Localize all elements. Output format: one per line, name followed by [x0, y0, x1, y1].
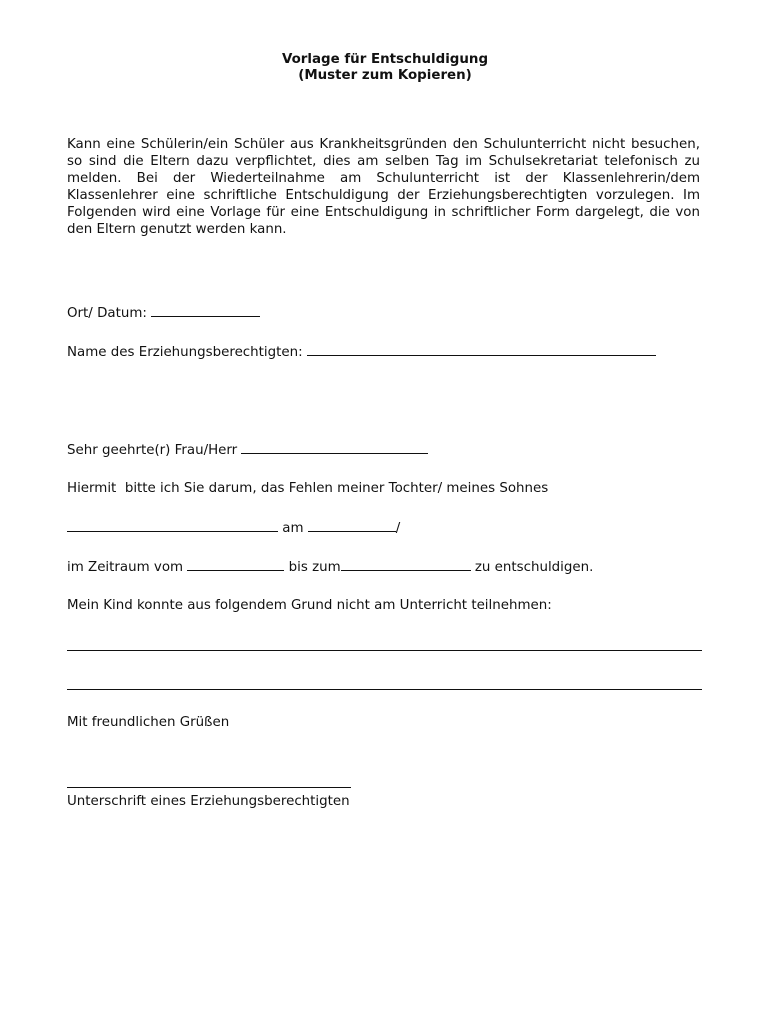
salutation-label: Sehr geehrte(r) Frau/Herr [67, 443, 238, 458]
am-label: am [282, 521, 304, 536]
ort-datum-row [67, 304, 260, 322]
salutation-name-field[interactable] [241, 441, 428, 454]
reason-line: Mein Kind konnte aus folgendem Grund nicht am Unterricht teilnehmen: [67, 598, 552, 613]
request-line: Hiermit bitte ich Sie darum, das Fehlen meiner Tochter/ meines Sohnes [67, 481, 549, 496]
salutation-row [67, 441, 428, 459]
signature-label: Unterschrift eines Erziehungsberechtigten [67, 794, 350, 809]
name-label: Name des Erziehungsberechtigten: [67, 345, 303, 360]
child-name-row [67, 519, 400, 537]
entschuldigen-label: zu entschuldigen. [474, 560, 594, 575]
slash-text: / [395, 521, 401, 536]
closing-line: Mit freundlichen Grüßen [67, 715, 230, 730]
class-field[interactable] [308, 519, 396, 532]
signature-field[interactable] [67, 787, 351, 788]
reason-field-1[interactable] [67, 650, 702, 651]
zeitraum-label: im Zeitraum vom [67, 560, 184, 575]
child-name-field[interactable] [67, 519, 278, 532]
ort-datum-field[interactable] [151, 304, 260, 317]
to-date-field[interactable] [341, 558, 471, 571]
bis-label: bis zum [288, 560, 341, 575]
name-row [67, 343, 656, 361]
document-subtitle: (Muster zum Kopieren) [298, 68, 472, 83]
zeitraum-row [67, 558, 593, 576]
document-title: Vorlage für Entschuldigung [281, 52, 489, 67]
intro-paragraph: Kann eine Schülerin/ein Schüler aus Krankheitsgründen den Schulunterricht nicht besuchen, so sind die Eltern dazu verpflichtet, dies am selben Tag im Schulsekretariat telefonisch zu melden. Bei der Wiederteilnahme am Schulunterricht ist der Klassenlehrerin/dem Klassenlehrer eine schriftliche Entschuldigung der Erziehungsberechtigten vorzulegen. Im Folgenden wird eine Vorlage für eine Entschuldigung in schriftlicher Form dargelegt, die von den Eltern genutzt werden kann. [67, 137, 700, 237]
from-date-field[interactable] [187, 558, 284, 571]
ort-datum-label: Ort/ Datum: [67, 306, 147, 321]
reason-field-2[interactable] [67, 689, 702, 690]
name-field[interactable] [307, 343, 656, 356]
